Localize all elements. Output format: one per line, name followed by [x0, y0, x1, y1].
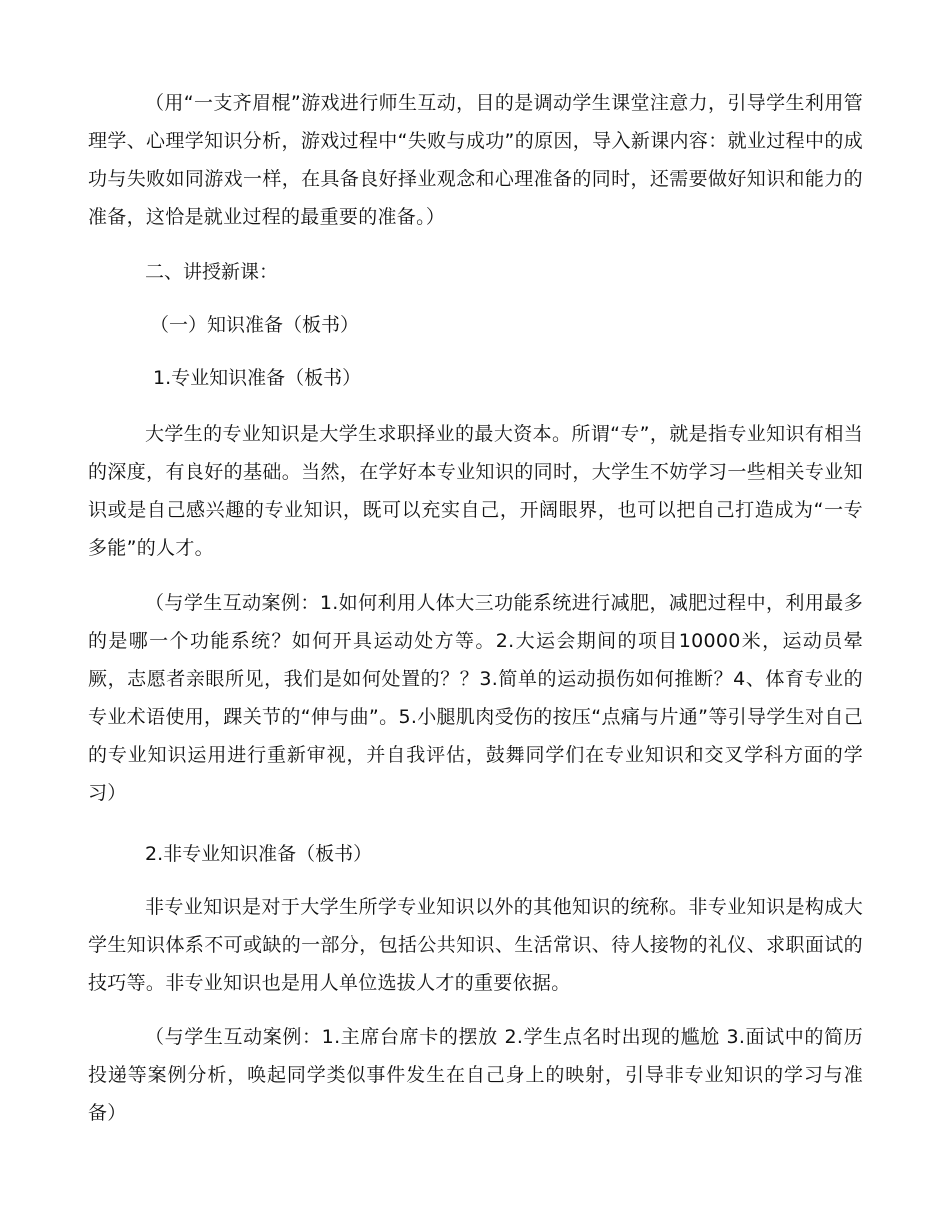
professional-knowledge-paragraph: 大学生的专业知识是大学生求职择业的最大资本。所谓“专”，就是指专业知识有相当的深度，有良好的基础。当然，在学好本专业知识的同时，大学生不妨学习一些相关专业知识或是自己感兴趣的专业知识，既可以充实自己，开阔眼界，也可以把自己打造成为“一专多能”的人才。 [88, 423, 863, 559]
nonprofessional-knowledge-paragraph: 非专业知识是对于大学生所学专业知识以外的其他知识的统称。非专业知识是构成大学生知识体系不可或缺的一部分，包括公共知识、生活常识、待人接物的礼仪、求职面试的技巧等。非专业知识也是用人单位选拔人才的重要依据。 [88, 896, 863, 994]
intro-paragraph: （用“一支齐眉棍”游戏进行师生互动，目的是调动学生课堂注意力，引导学生利用管理学、心理学知识分析，游戏过程中“失败与成功”的原因，导入新课内容：就业过程中的成功与失败如同游戏一样，在具备良好择业观念和心理准备的同时，还需要做好知识和能力的准备，这恰是就业过程的最重要的准备。） [88, 92, 863, 228]
section-heading-lecture: 二、讲授新课： [145, 261, 279, 283]
subsection-heading-knowledge: （一）知识准备（板书） [150, 314, 360, 336]
item-heading-professional: 1.专业知识准备（板书） [153, 367, 362, 389]
interactive-case-paragraph-2: （与学生互动案例：1.主席台席卡的摆放 2.学生点名时出现的尴尬 3.面试中的简历投递等案例分析，唤起同学类似事件发生在自己身上的映射，引导非专业知识的学习与准备） [88, 1026, 863, 1124]
interactive-case-paragraph-1: （与学生互动案例：1.如何利用人体大三功能系统进行减肥，减肥过程中，利用最多的是哪一个功能系统？如何开具运动处方等。2.大运会期间的项目10000米，运动员晕厥，志愿者亲眼所见，我们是如何处置的？？3.简单的运动损伤如何推断？4、体育专业的专业术语使用，踝关节的“伸与曲”。5.小腿肌肉受伤的按压“点痛与片通”等引导学生对自己的专业知识运用进行重新审视，并自我评估，鼓舞同学们在专业知识和交叉学科方面的学习） [88, 592, 863, 804]
item-heading-nonprofessional: 2.非专业知识准备（板书） [145, 843, 373, 865]
